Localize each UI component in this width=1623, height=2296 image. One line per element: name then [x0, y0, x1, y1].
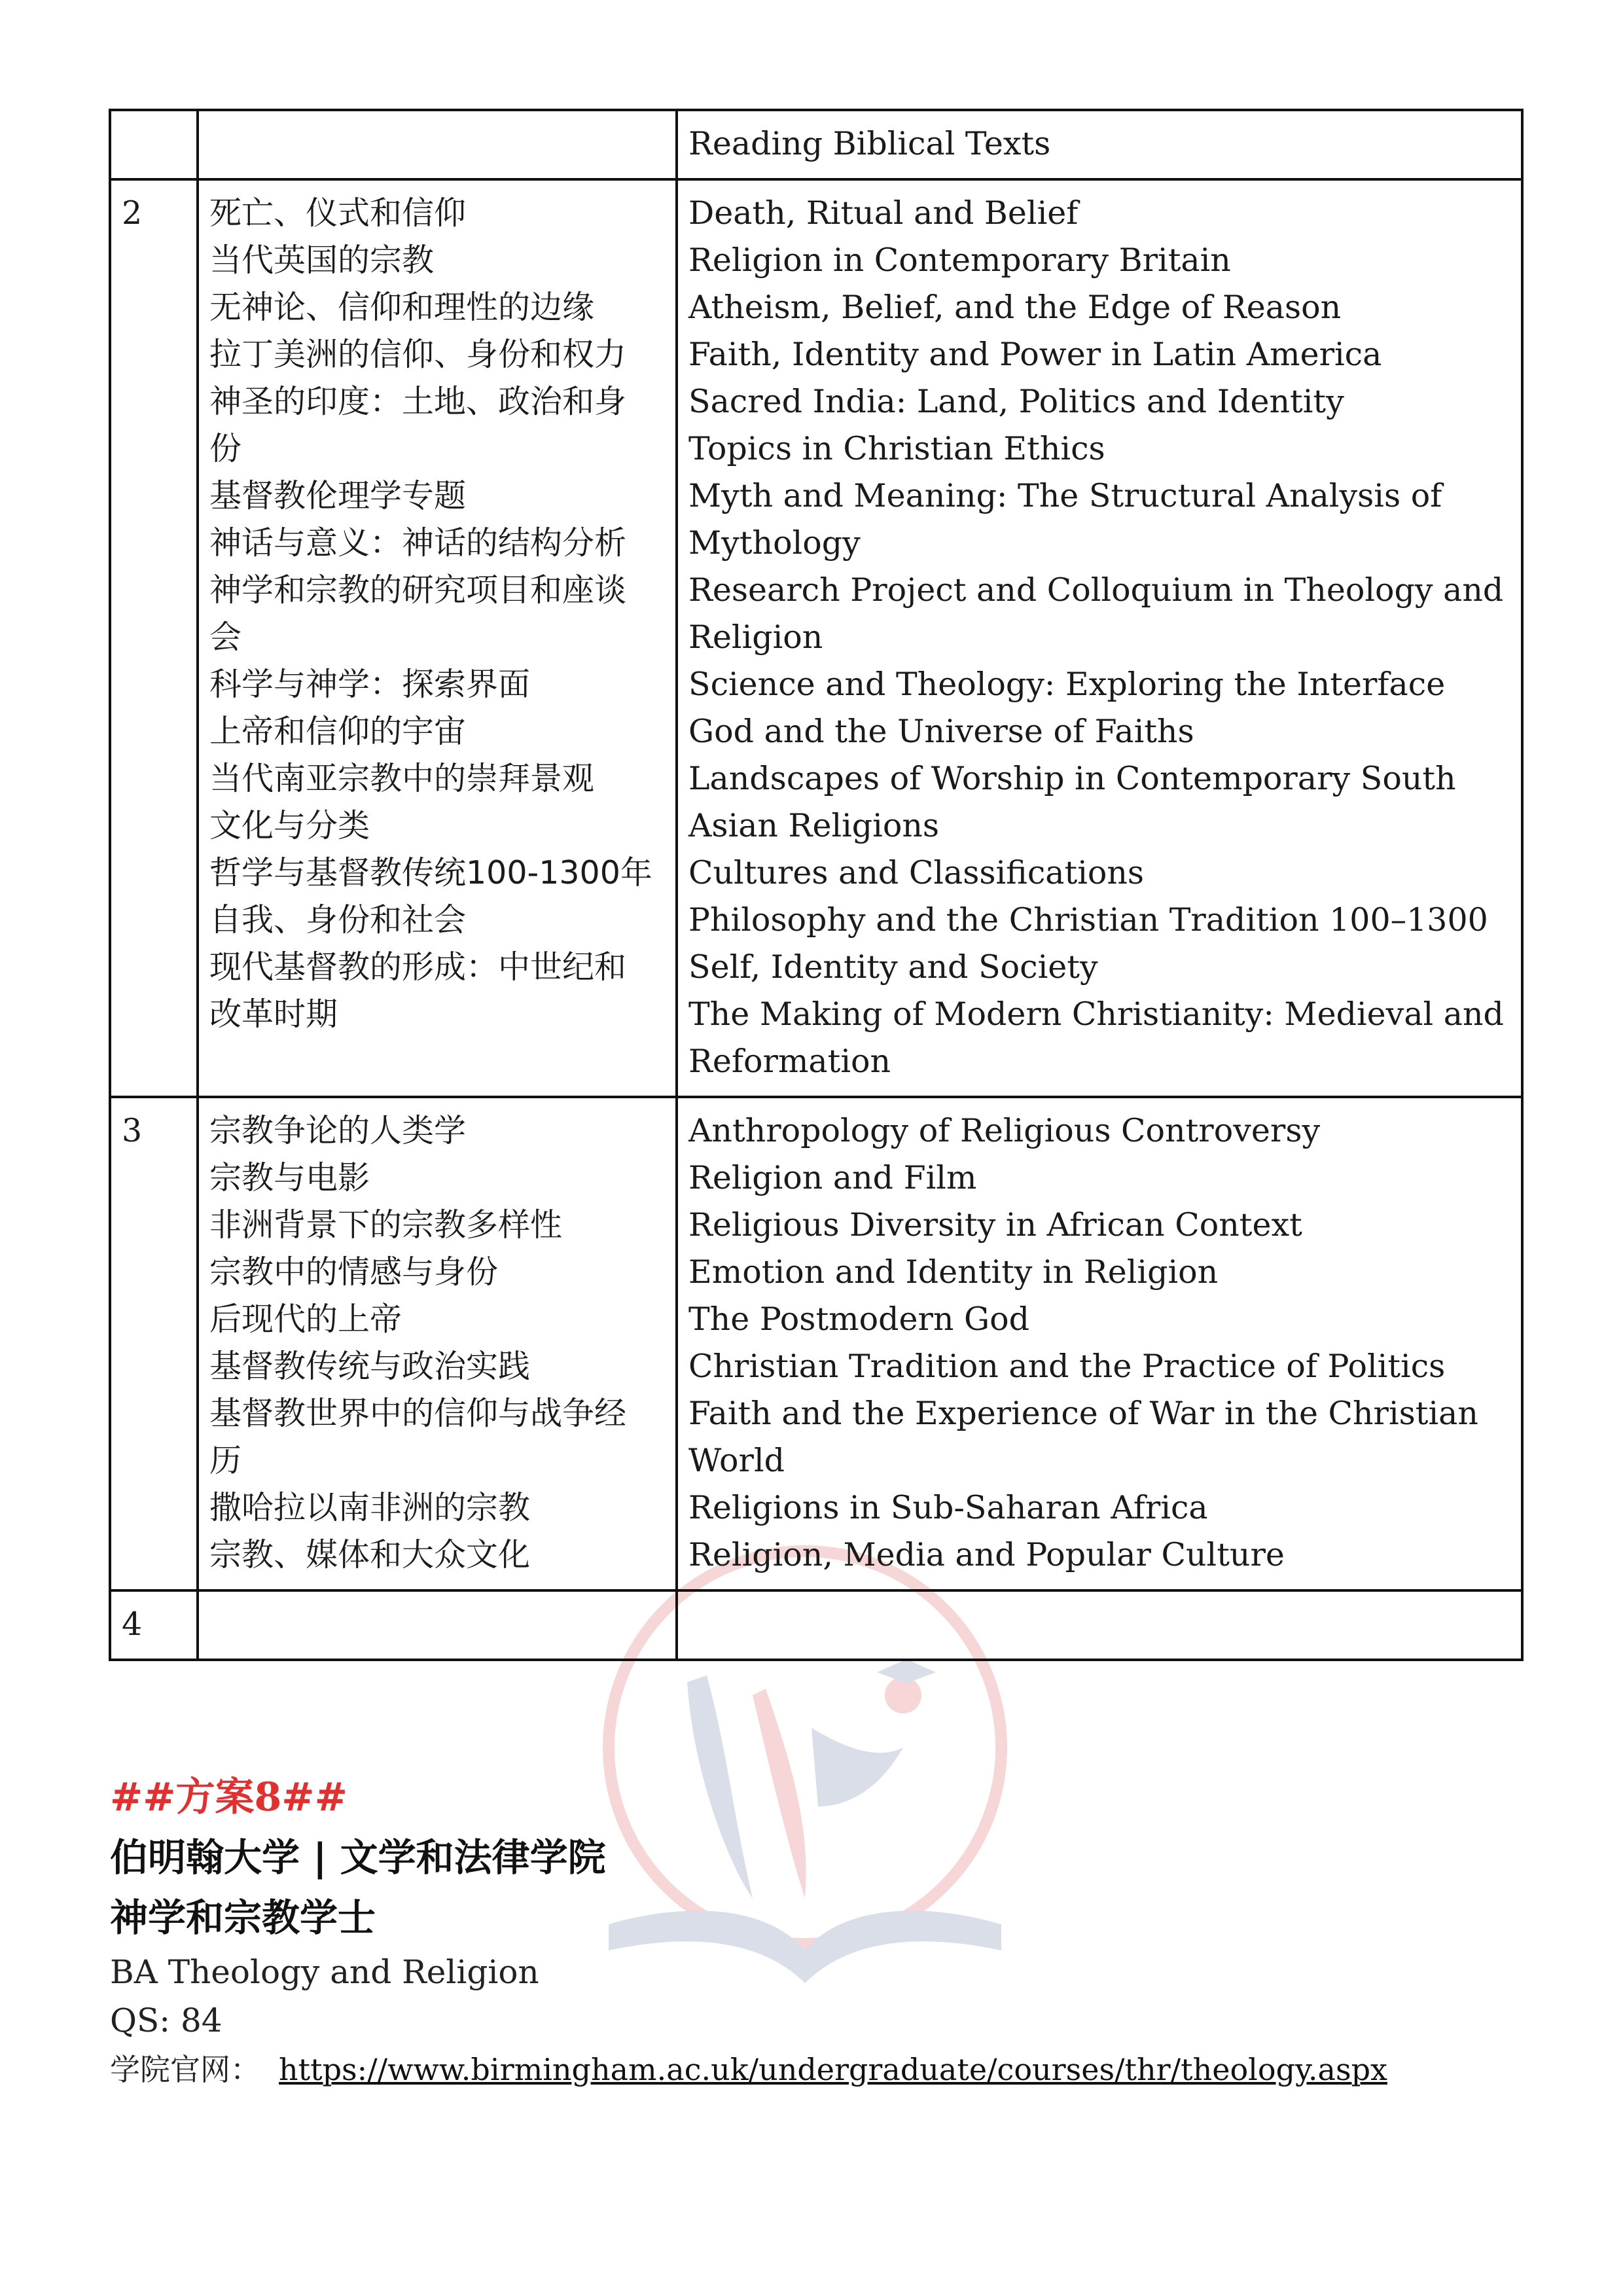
table-row: [110, 110, 1522, 179]
course-en-line: Religious Diversity in African Context: [688, 1206, 1302, 1244]
course-table: [109, 109, 1524, 1661]
course-zh-line: 宗教中的情感与身份: [209, 1253, 499, 1291]
table-row: [110, 1590, 1522, 1660]
course-zh-line: 科学与神学：探索界面: [209, 666, 531, 703]
course-en-line: Myth and Meaning: The Structural Analysis of: [688, 477, 1442, 514]
course-zh-line: 当代英国的宗教: [209, 242, 435, 279]
course-zh-line: 神圣的印度：土地、政治和身: [209, 383, 627, 420]
course-zh-line: 会: [209, 619, 242, 656]
course-en-line: World: [688, 1442, 785, 1479]
course-zh-line: 后现代的上帝: [209, 1300, 402, 1338]
course-zh-line: 宗教与电影: [209, 1159, 370, 1196]
course-en-line: Religion, Media and Popular Culture: [688, 1536, 1285, 1573]
course-en-line: Faith and the Experience of War in the Christian: [688, 1395, 1478, 1432]
course-zh-cell: [198, 1097, 677, 1590]
course-zh-line: 自我、身份和社会: [209, 901, 467, 939]
website-link[interactable]: https://www.birmingham.ac.uk/undergraduate/courses/thr/theology.aspx: [279, 2052, 1387, 2087]
course-en-line: Landscapes of Worship in Contemporary South: [688, 760, 1456, 797]
course-en-cell: [677, 1097, 1522, 1590]
course-zh-line: 撒哈拉以南非洲的宗教: [209, 1489, 531, 1526]
course-zh-line: 文化与分类: [209, 807, 370, 844]
year-cell: 3: [110, 1097, 198, 1590]
course-zh-line: 拉丁美洲的信仰、身份和权力: [209, 336, 627, 373]
year-cell: [110, 110, 198, 179]
course-en-line: Research Project and Colloquium in Theology and: [688, 571, 1504, 609]
course-zh-cell: [198, 110, 677, 179]
course-en-cell: [677, 179, 1522, 1097]
course-en-line: Philosophy and the Christian Tradition 100–1300: [688, 901, 1488, 939]
course-zh-line: 份: [209, 430, 242, 467]
course-zh-line: 上帝和信仰的宇宙: [209, 713, 467, 750]
course-en-line: Asian Religions: [688, 807, 940, 844]
course-en-line: Religion in Contemporary Britain: [688, 242, 1231, 279]
university-name: 伯明翰大学 | 文学和法律学院: [110, 1835, 606, 1880]
degree-title-en: BA Theology and Religion: [110, 1953, 539, 1991]
course-en-line: Faith, Identity and Power in Latin America: [688, 336, 1382, 373]
course-en-line: Christian Tradition and the Practice of Politics: [688, 1348, 1446, 1385]
course-zh-line: 改革时期: [209, 996, 338, 1033]
course-en-line: Self, Identity and Society: [688, 948, 1098, 986]
website-line: [110, 2045, 1387, 2094]
course-en-line: Science and Theology: Exploring the Interface: [688, 666, 1446, 703]
course-en-line: Reformation: [688, 1043, 891, 1080]
website-label: 学院官网：: [110, 2052, 260, 2087]
course-en-line: Emotion and Identity in Religion: [688, 1253, 1219, 1291]
course-en-line: Mythology: [688, 524, 861, 562]
program-info: [110, 1767, 1387, 2094]
course-zh-line: 基督教世界中的信仰与战争经: [209, 1395, 627, 1432]
table-row: [110, 179, 1522, 1097]
course-zh-line: 当代南亚宗教中的崇拜景观: [209, 760, 595, 797]
qs-ranking: QS: 84: [110, 2001, 223, 2039]
course-zh-line: 基督教传统与政治实践: [209, 1348, 531, 1385]
course-en-line: Sacred India: Land, Politics and Identity: [688, 383, 1344, 420]
course-en-line: God and the Universe of Faiths: [688, 713, 1194, 750]
course-en-line: The Postmodern God: [688, 1300, 1030, 1338]
course-zh-cell: [198, 1590, 677, 1660]
course-en-cell: [677, 1590, 1522, 1660]
table-row: [110, 1097, 1522, 1590]
course-en-cell: Reading Biblical Texts: [677, 110, 1522, 179]
course-en-line: The Making of Modern Christianity: Medieval and: [688, 996, 1504, 1033]
course-en-line: Religions in Sub-Saharan Africa: [688, 1489, 1208, 1526]
course-zh-line: 历: [209, 1442, 242, 1479]
course-en-line: Religion and Film: [688, 1159, 977, 1196]
course-zh-line: 基督教伦理学专题: [209, 477, 467, 514]
year-cell: 2: [110, 179, 198, 1097]
course-zh-line: 哲学与基督教传统100-1300年: [209, 854, 652, 891]
degree-title-zh: 神学和宗教学士: [110, 1895, 376, 1940]
course-zh-line: 死亡、仪式和信仰: [209, 194, 467, 232]
course-zh-cell: [198, 179, 677, 1097]
course-zh-line: 无神论、信仰和理性的边缘: [209, 289, 595, 326]
year-cell: 4: [110, 1590, 198, 1660]
course-zh-line: 现代基督教的形成：中世纪和: [209, 948, 627, 986]
course-en-line: Anthropology of Religious Controversy: [688, 1112, 1321, 1149]
course-en-line: Religion: [688, 619, 823, 656]
plan-title: ##方案8##: [110, 1774, 348, 1820]
course-zh-line: 神学和宗教的研究项目和座谈: [209, 571, 627, 609]
course-en-line: Atheism, Belief, and the Edge of Reason: [688, 289, 1342, 326]
course-zh-line: 宗教争论的人类学: [209, 1112, 467, 1149]
course-zh-line: 宗教、媒体和大众文化: [209, 1536, 531, 1573]
course-en-line: Death, Ritual and Belief: [688, 194, 1079, 232]
course-zh-line: 非洲背景下的宗教多样性: [209, 1206, 563, 1244]
course-en-line: Cultures and Classifications: [688, 854, 1145, 891]
course-zh-line: 神话与意义：神话的结构分析: [209, 524, 627, 562]
course-en-line: Topics in Christian Ethics: [688, 430, 1105, 467]
